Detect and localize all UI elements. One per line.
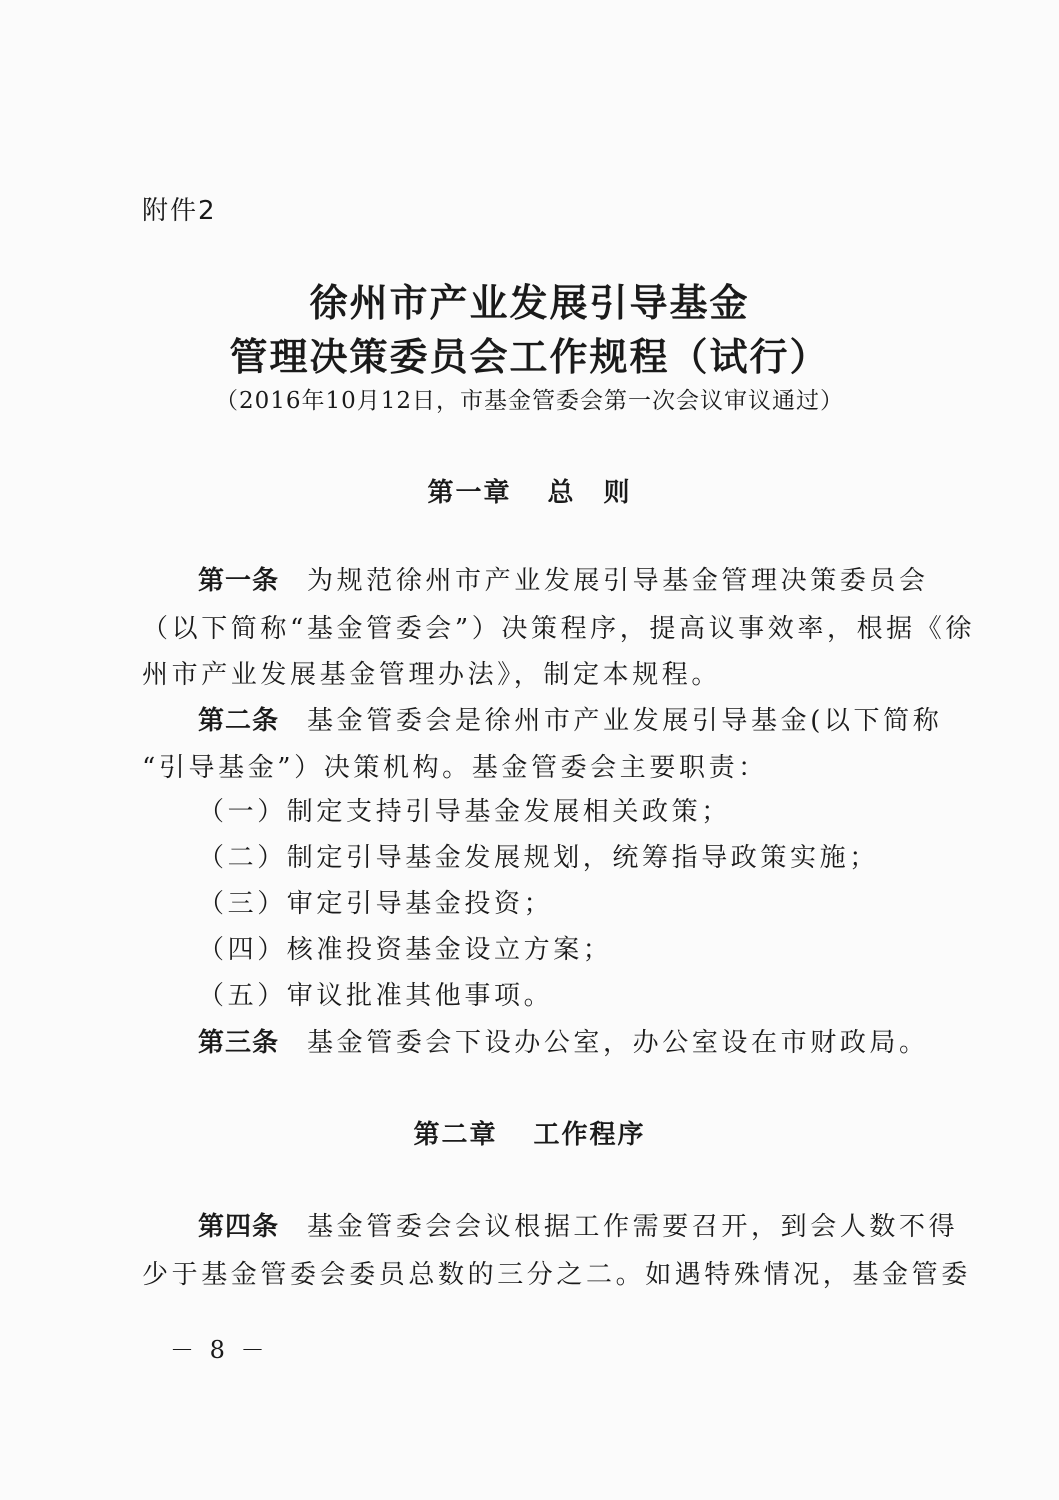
- document-title-line-2: 管理决策委员会工作规程（试行）: [229, 334, 830, 379]
- article-3-label: 第三条: [198, 1028, 280, 1058]
- article-1-line-2: （以下简称“基金管委会”）决策程序，提高议事效率，根据《徐: [142, 614, 975, 644]
- article-3-line-1: [198, 1022, 929, 1059]
- article-2-line-2: “引导基金”）决策机构。基金管委会主要职责：: [142, 753, 768, 783]
- article-4-text-1: 基金管委会会议根据工作需要召开，到会人数不得: [307, 1212, 959, 1242]
- article-1-text-1: 为规范徐州市产业发展引导基金管理决策委员会: [307, 566, 929, 596]
- chapter-2-heading: [0, 1114, 1059, 1151]
- article-4-line-2: 少于基金管委会委员总数的三分之二。如遇特殊情况，基金管委: [142, 1260, 971, 1290]
- article-4-label: 第四条: [198, 1212, 280, 1242]
- chapter-1-heading: [0, 472, 1059, 509]
- article-2-item-5: （五）审议批准其他事项。: [198, 981, 554, 1011]
- article-2-item-4: （四）核准投资基金设立方案；: [198, 935, 613, 965]
- document-subtitle: （2016年10月12日，市基金管委会第一次会议审议通过）: [214, 388, 845, 414]
- article-2-item-3: （三）审定引导基金投资；: [198, 889, 554, 919]
- article-1-line-1: [198, 560, 929, 597]
- article-2-item-1: （一）制定支持引导基金发展相关政策；: [198, 797, 731, 827]
- article-3-text-1: 基金管委会下设办公室，办公室设在市财政局。: [307, 1028, 929, 1058]
- chapter-1-number: 第一章: [427, 478, 512, 508]
- chapter-1-name: 总 则: [547, 478, 632, 508]
- chapter-2-name: 工作程序: [533, 1120, 646, 1150]
- page-number: － 8 －: [170, 1336, 269, 1364]
- document-title-line-1: 徐州市产业发展引导基金: [309, 280, 750, 325]
- article-2-line-1: [198, 700, 943, 737]
- article-4-line-1: [198, 1206, 959, 1243]
- article-2-label: 第二条: [198, 706, 280, 736]
- article-1-label: 第一条: [198, 566, 280, 596]
- attachment-label: 附件2: [142, 196, 217, 226]
- article-2-text-1: 基金管委会是徐州市产业发展引导基金(以下简称: [307, 706, 943, 736]
- article-1-line-3: 州市产业发展基金管理办法》，制定本规程。: [142, 660, 722, 690]
- article-2-item-2: （二）制定引导基金发展规划，统筹指导政策实施；: [198, 843, 879, 873]
- chapter-2-number: 第二章: [413, 1120, 498, 1150]
